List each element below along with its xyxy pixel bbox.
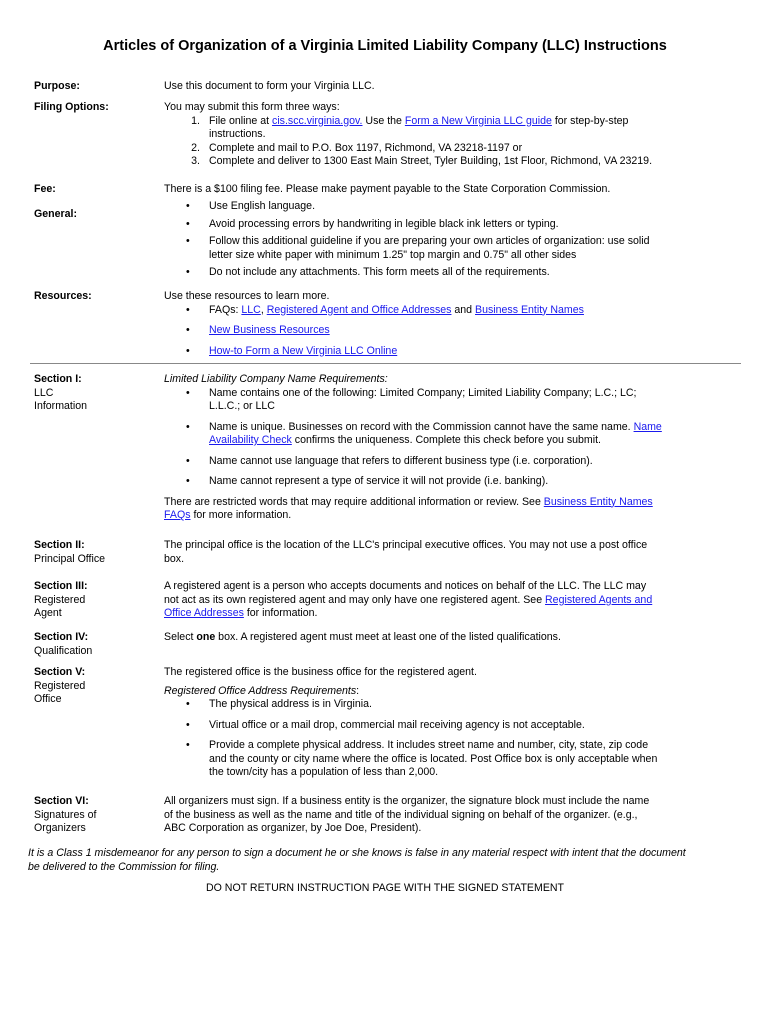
registered-agents-link[interactable]: Office Addresses bbox=[164, 607, 244, 619]
llc-name-requirements-heading: Limited Liability Company Name Requirements: bbox=[164, 373, 388, 385]
section-2-subtitle: Principal Office bbox=[34, 552, 106, 565]
office-requirement-item bbox=[164, 698, 696, 712]
bullet-icon: • bbox=[186, 454, 190, 467]
section-4-label: Section IV: bbox=[34, 631, 89, 643]
resource-item bbox=[164, 324, 696, 338]
section-6-text: of the business as well as the name and title of the individual signing on behalf of the organizer. (e.g., bbox=[164, 808, 638, 821]
section-2-label: Section II: bbox=[34, 539, 85, 551]
bullet-icon: • bbox=[186, 420, 190, 433]
fee-text: There is a $100 filing fee. Please make payment payable to the State Corporation Commission. bbox=[164, 183, 611, 195]
general-item-text: letter size white paper with minimum 1.25" top margin and 0.75" all other sides bbox=[209, 248, 577, 261]
resources-intro: Use these resources to learn more. bbox=[164, 290, 330, 302]
section-3-subtitle: Registered bbox=[34, 593, 86, 606]
form-llc-guide-link[interactable]: Form a New Virginia LLC guide bbox=[404, 114, 552, 127]
resource-text: FAQs: bbox=[209, 303, 242, 316]
filing-option-text: instructions. bbox=[209, 128, 266, 140]
business-entity-names-link[interactable]: Business Entity Names bbox=[475, 303, 584, 316]
section-1-label: Section I: bbox=[34, 373, 82, 385]
filing-options-label: Filing Options: bbox=[34, 101, 109, 113]
list-number: 2. bbox=[191, 141, 200, 154]
office-requirement-item bbox=[164, 739, 696, 780]
office-requirement-text: The physical address is in Virginia. bbox=[209, 698, 372, 710]
section-6-label: Section VI: bbox=[34, 795, 89, 807]
section-6-text: All organizers must sign. If a business entity is the organizer, the signature block must include the name bbox=[164, 795, 650, 807]
bullet-icon: • bbox=[186, 217, 190, 230]
section-6-text: ABC Corporation as organizer, by Joe Doe, President). bbox=[164, 822, 422, 834]
section-5-subtitle: Registered bbox=[34, 679, 86, 692]
filing-option-item bbox=[164, 155, 696, 169]
filing-options-intro: You may submit this form three ways: bbox=[164, 101, 340, 113]
general-item-text: Do not include any attachments. This form meets all of the requirements. bbox=[209, 266, 550, 278]
name-requirement-text: L.L.C.; or LLC bbox=[209, 400, 275, 412]
name-requirement-text: Name is unique. Businesses on record with the Commission cannot have the same name. bbox=[209, 420, 634, 433]
general-item-text: Follow this additional guideline if you are preparing your own articles of organization: use solid bbox=[209, 235, 650, 247]
name-requirement-item bbox=[164, 421, 696, 448]
office-requirement-text: the town/city has a population of less than 2,000. bbox=[209, 766, 439, 778]
section-4-subtitle: Qualification bbox=[34, 644, 93, 657]
name-requirement-item bbox=[164, 475, 696, 489]
section-3-text: for information. bbox=[243, 607, 318, 619]
filing-option-text: Use the bbox=[362, 114, 405, 127]
section-6-subtitle: Signatures of bbox=[34, 808, 97, 821]
office-requirement-text: Virtual office or a mail drop, commercial mail receiving agency is not acceptable. bbox=[209, 718, 585, 731]
filing-option-text: Complete and deliver to 1300 East Main Street, Tyler Building, 1st Floor, Richmond, VA 23219. bbox=[209, 155, 653, 167]
bullet-icon: • bbox=[186, 475, 190, 487]
general-item-text: Avoid processing errors by handwriting in legible black ink letters or typing. bbox=[209, 217, 559, 230]
restricted-words-note bbox=[164, 496, 696, 523]
bullet-icon: • bbox=[186, 200, 190, 212]
section-4-emphasis: one bbox=[196, 631, 216, 643]
office-requirement-text: Provide a complete physical address. It includes street name and number, city, state, zip code bbox=[209, 739, 649, 751]
llc-faq-link[interactable]: LLC bbox=[241, 303, 261, 316]
resources-label: Resources: bbox=[34, 290, 92, 302]
registered-agents-link[interactable]: Registered Agents and bbox=[545, 593, 653, 606]
section-2-text: The principal office is the location of the LLC's principal executive offices. You may not use a post office bbox=[164, 539, 648, 551]
section-3-subtitle: Agent bbox=[34, 607, 62, 619]
business-entity-names-faq-link[interactable]: Business Entity Names bbox=[543, 495, 653, 508]
do-not-return-notice: DO NOT RETURN INSTRUCTION PAGE WITH THE SIGNED STATEMENT bbox=[205, 882, 565, 894]
filing-option-text: Complete and mail to P.O. Box 1197, Richmond, VA 23218-1197 or bbox=[209, 141, 523, 154]
general-item bbox=[164, 266, 696, 280]
bullet-icon: • bbox=[186, 739, 190, 751]
bullet-icon: • bbox=[186, 303, 190, 316]
general-item bbox=[164, 235, 696, 262]
section-4-text: Select bbox=[164, 631, 197, 643]
fee-label: Fee: bbox=[34, 183, 56, 195]
section-5-subtitle: Office bbox=[34, 693, 62, 705]
list-number: 1. bbox=[191, 114, 200, 127]
bullet-icon: • bbox=[186, 698, 190, 710]
purpose-label: Purpose: bbox=[34, 80, 80, 92]
warning-text: It is a Class 1 misdemeanor for any person to sign a document he or she knows is false in any material respect with intent that the document bbox=[28, 847, 686, 859]
registered-agent-faq-link[interactable]: Registered Agent and Office Addresses bbox=[266, 303, 452, 316]
section-2-text: box. bbox=[164, 552, 185, 565]
name-requirement-text: Name contains one of the following: Limited Company; Limited Liability Company; L.C.; LC; bbox=[209, 386, 637, 399]
general-item-text: Use English language. bbox=[209, 200, 316, 212]
misdemeanor-warning bbox=[28, 847, 744, 874]
note-text: for more information. bbox=[190, 509, 292, 521]
name-availability-link[interactable]: Availability Check bbox=[209, 434, 292, 446]
name-availability-link[interactable]: Name bbox=[633, 420, 662, 433]
filing-option-item bbox=[164, 115, 696, 142]
divider bbox=[30, 363, 741, 364]
section-5-text: The registered office is the business office for the registered agent. bbox=[164, 666, 477, 678]
heading-colon: : bbox=[356, 684, 360, 697]
resource-item bbox=[164, 345, 696, 359]
name-requirement-text: Name cannot use language that refers to different business type (i.e. corporation). bbox=[209, 454, 593, 467]
business-entity-names-faq-link[interactable]: FAQs bbox=[164, 509, 191, 521]
section-6-subtitle: Organizers bbox=[34, 822, 86, 834]
section-1-subtitle: LLC bbox=[34, 386, 54, 399]
section-1-subtitle: Information bbox=[34, 400, 87, 412]
name-requirement-text: confirms the uniqueness. Complete this check before you submit. bbox=[291, 434, 601, 446]
filing-option-item bbox=[164, 142, 696, 156]
bullet-icon: • bbox=[186, 386, 190, 399]
filing-option-text: for step-by-step bbox=[551, 114, 629, 127]
cis-link[interactable]: cis.scc.virginia.gov. bbox=[272, 114, 363, 127]
name-requirement-item bbox=[164, 387, 696, 414]
warning-text: be delivered to the Commission for filing. bbox=[28, 860, 220, 873]
section-4-text: box. A registered agent must meet at least one of the listed qualifications. bbox=[215, 631, 561, 643]
filing-option-text: File online at bbox=[209, 114, 273, 127]
section-5-label: Section V: bbox=[34, 666, 86, 678]
note-text: There are restricted words that may require additional information or review. See bbox=[164, 495, 544, 508]
registered-office-requirements-heading: Registered Office Address Requirements bbox=[164, 684, 357, 697]
resource-item bbox=[164, 304, 696, 318]
bullet-icon: • bbox=[186, 324, 190, 336]
resource-text: and bbox=[451, 303, 476, 316]
general-item bbox=[164, 218, 696, 232]
list-number: 3. bbox=[191, 155, 200, 167]
howto-form-llc-link[interactable]: How-to Form a New Virginia LLC Online bbox=[209, 344, 398, 357]
office-requirement-text: and the county or city name where the office is located. Post Office box is only acceptable when bbox=[209, 752, 658, 765]
purpose-text: Use this document to form your Virginia LLC. bbox=[164, 80, 375, 92]
bullet-icon: • bbox=[186, 266, 190, 278]
bullet-icon: • bbox=[186, 235, 190, 247]
bullet-icon: • bbox=[186, 718, 190, 731]
new-business-resources-link[interactable]: New Business Resources bbox=[209, 324, 330, 336]
page-title: Articles of Organization of a Virginia Limited Liability Company (LLC) Instructions bbox=[103, 38, 667, 54]
bullet-icon: • bbox=[186, 344, 190, 357]
name-requirement-item bbox=[164, 455, 696, 469]
office-requirement-item bbox=[164, 719, 696, 733]
general-item bbox=[164, 200, 696, 214]
general-label: General: bbox=[34, 208, 77, 220]
resource-text: , bbox=[260, 303, 267, 316]
name-requirement-text: Name cannot represent a type of service it will not provide (i.e. banking). bbox=[209, 475, 549, 487]
section-3-text: not act as its own registered agent and may only have one registered agent. See bbox=[164, 593, 546, 606]
section-3-text: A registered agent is a person who accepts documents and notices on behalf of the LLC. The LLC may bbox=[164, 580, 647, 592]
section-3-label: Section III: bbox=[34, 580, 88, 592]
